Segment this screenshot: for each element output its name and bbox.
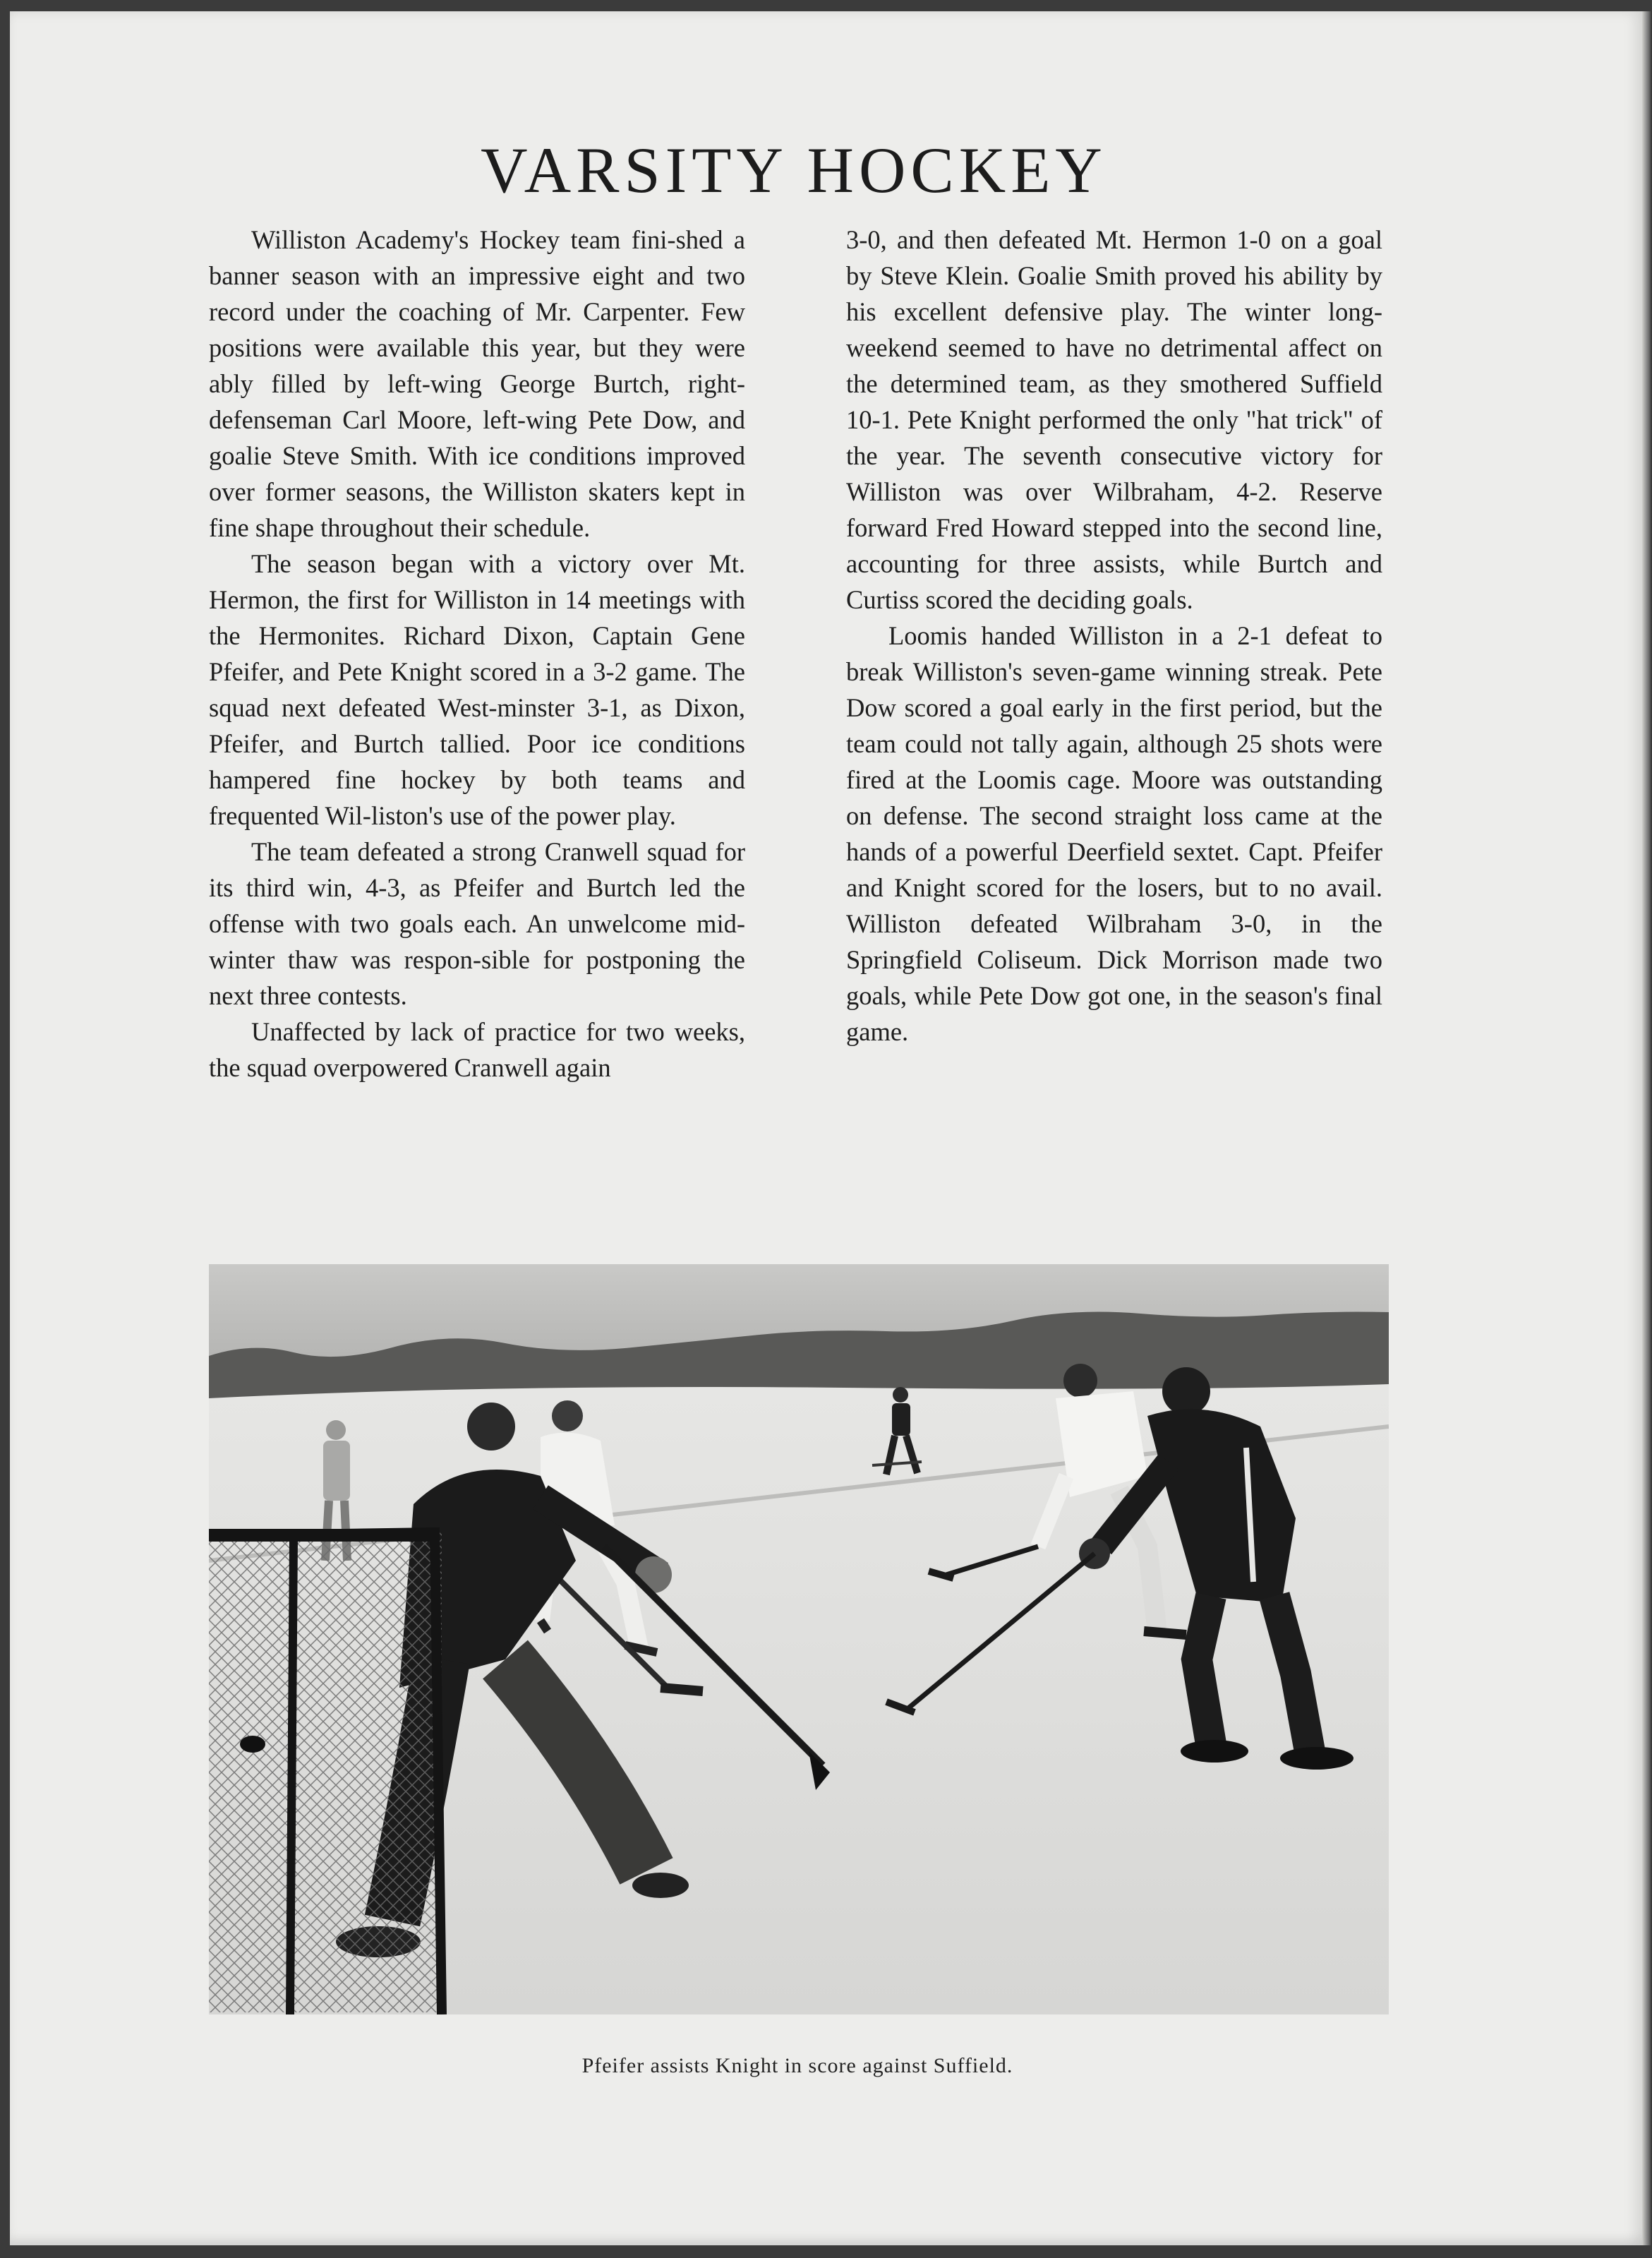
page-binding-edge: [1642, 11, 1652, 2245]
article-left-column: [209, 222, 745, 1086]
puck: [240, 1736, 265, 1753]
photo-caption: Pfeifer assists Knight in score against Suffield.: [581, 2054, 1013, 2077]
paragraph: The season began with a victory over Mt. Hermon, the first for Williston in 14 meetings with the Hermonites. Richard Dixon, Captain Gene Pfeifer, and Pete Knight scored in a 3-2 game. The squad next defeated West-minster 3-1, as Dixon, Pfeifer, and Burtch tallied. Poor ice conditions hampered fine hockey by both teams and frequented Wil-liston's use of the power play.: [209, 549, 745, 830]
paragraph: The team defeated a strong Cranwell squad for its third win, 4-3, as Pfeifer and Burtch led the offense with two goals each. An unwelcome mid-winter thaw was respon-sible for postponing the next three contests.: [209, 837, 745, 1010]
paragraph: Williston Academy's Hockey team fini-shed a banner season with an impressive eight and two record under the coaching of Mr. Carpenter. Few positions were available this year, but they were ably filled by left-wing George Burtch, right-defenseman Carl Moore, left-wing Pete Dow, and goalie Steve Smith. With ice conditions improved over former seasons, the Williston skaters kept in fine shape throughout their schedule.: [209, 225, 745, 542]
hockey-game-photo: [209, 1264, 1389, 2014]
hockey-net: [209, 1529, 442, 2014]
paragraph: Loomis handed Williston in a 2-1 defeat to break Williston's seven-game winning streak. Pete Dow scored a goal early in the first period, but the team could not tally again, although 25 shots were fired at the Loomis cage. Moore was outstanding on defense. The second straight loss came at the hands of a powerful Deerfield sextet. Capt. Pfeifer and Knight scored for the losers, but to no avail. Williston defeated Wilbraham 3-0, in the Springfield Coliseum. Dick Morrison made two goals, while Pete Dow got one, in the season's final game.: [846, 621, 1382, 1046]
paragraph: 3-0, and then defeated Mt. Hermon 1-0 on a goal by Steve Klein. Goalie Smith proved his ability by his excellent defensive play. The winter long-weekend seemed to have no detrimental affect on the determined team, as they smothered Suffield 10-1. Pete Knight performed the only "hat trick" of the year. The seventh consecutive victory for Williston was over Wilbraham, 4-2. Reserve forward Fred Howard stepped into the second line, accounting for three assists, while Burtch and Curtiss scored the deciding goals.: [846, 225, 1382, 614]
page-title: VARSITY HOCKEY: [481, 134, 1107, 206]
paragraph: Unaffected by lack of practice for two weeks, the squad overpowered Cranwell again: [209, 1017, 745, 1082]
article-right-column: [846, 222, 1382, 1050]
